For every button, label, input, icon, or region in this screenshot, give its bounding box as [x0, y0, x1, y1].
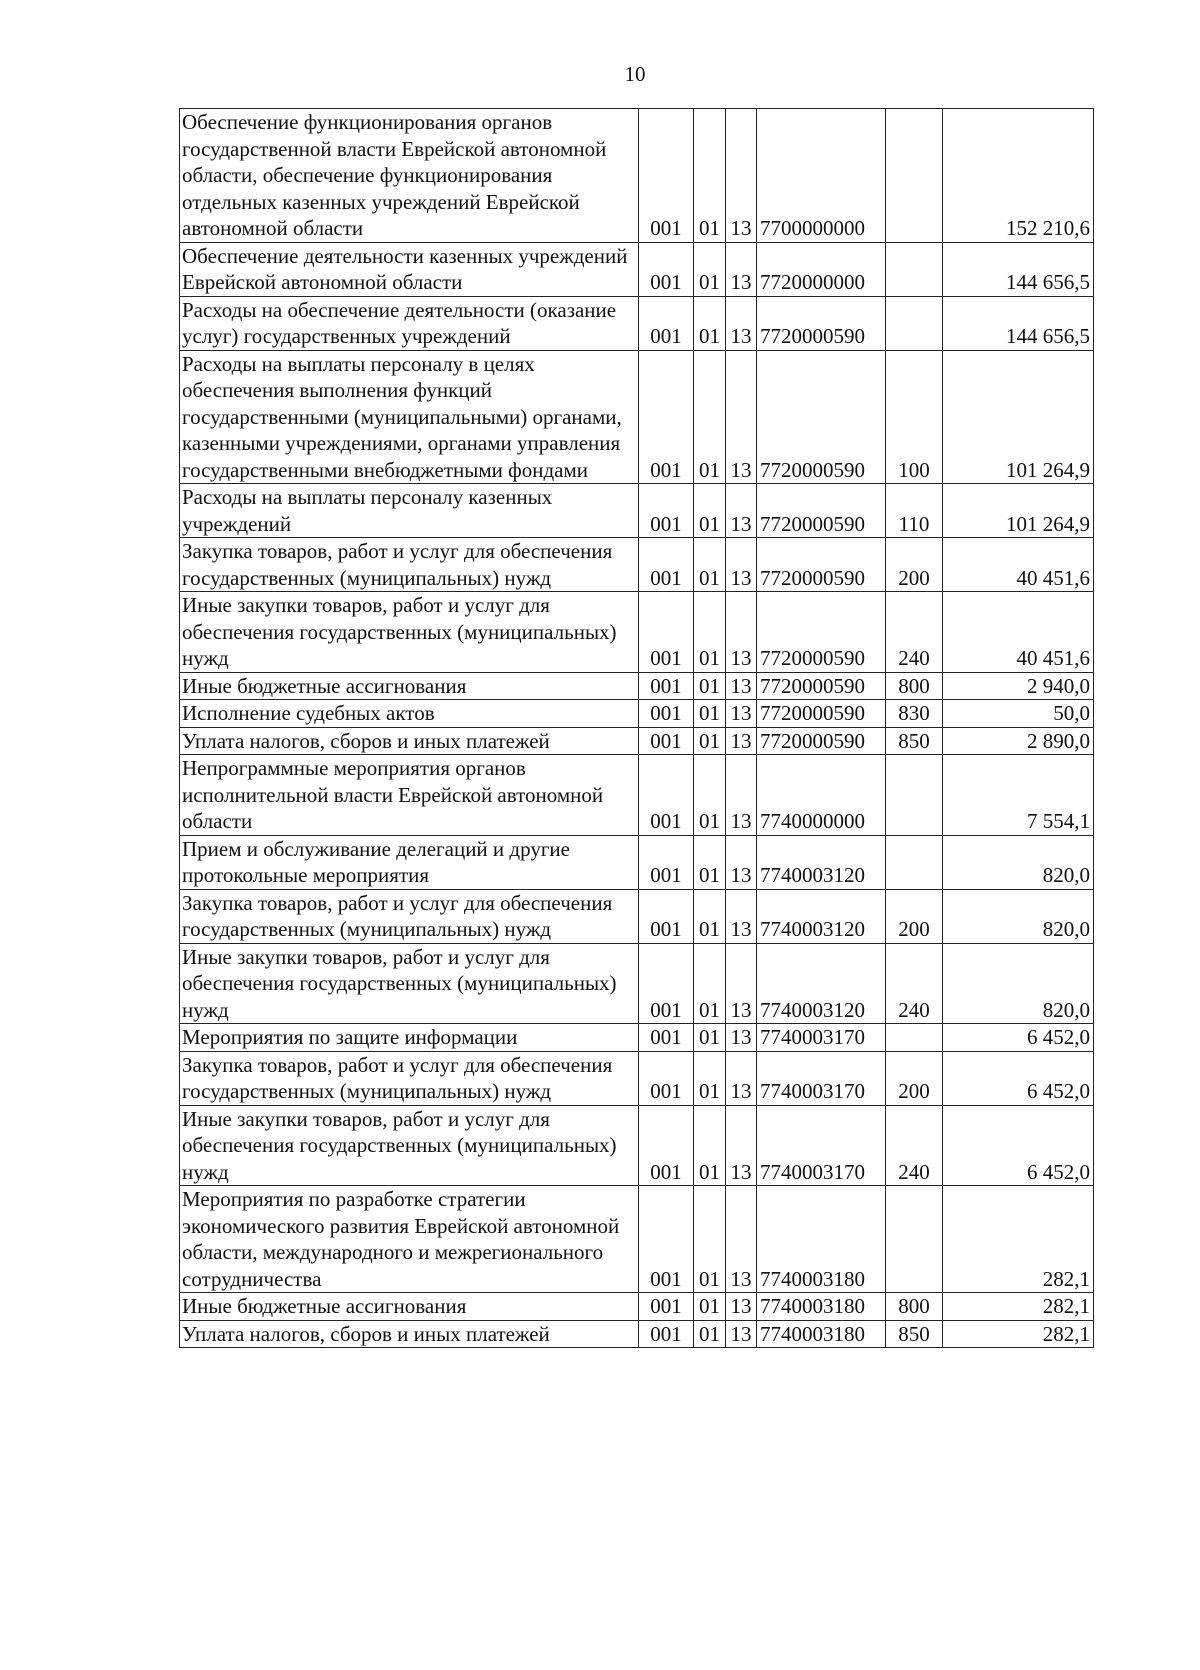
table-row [180, 109, 1094, 243]
subsection-code-cell: 13 [726, 1186, 757, 1293]
row-name-cell [180, 1024, 639, 1052]
expense-type-code-cell [886, 1024, 943, 1052]
table-row [180, 242, 1094, 296]
amount-cell: 820,0 [943, 835, 1094, 889]
subsection-code-cell: 13 [726, 592, 757, 673]
section-code-cell: 01 [694, 109, 726, 243]
expense-type-code-cell: 850 [886, 727, 943, 755]
target-article-code-cell: 7740003170 [757, 1105, 886, 1186]
admin-code-cell: 001 [639, 1051, 694, 1105]
row-name-cell [180, 109, 639, 243]
table-row [180, 296, 1094, 350]
row-name-text: Иные закупки товаров, работ и услуг для обеспечения государственных (муниципальных) нужд [182, 944, 617, 1022]
section-code-cell: 01 [694, 350, 726, 484]
target-article-code-cell: 7740003120 [757, 889, 886, 943]
section-code-cell: 01 [694, 242, 726, 296]
admin-code-cell: 001 [639, 1024, 694, 1052]
row-name-text: Иные бюджетные ассигнования [182, 1294, 467, 1318]
amount-cell: 144 656,5 [943, 242, 1094, 296]
section-code-cell: 01 [694, 1186, 726, 1293]
expense-type-code-cell [886, 296, 943, 350]
amount-cell: 2 890,0 [943, 727, 1094, 755]
row-name-cell [180, 242, 639, 296]
target-article-code-cell: 7720000000 [757, 242, 886, 296]
row-name-text: Расходы на обеспечение деятельности (оказание услуг) государственных учреждений [182, 297, 617, 348]
target-article-code-cell: 7740003120 [757, 943, 886, 1024]
table-row [180, 727, 1094, 755]
amount-cell: 101 264,9 [943, 350, 1094, 484]
row-name-cell [180, 1186, 639, 1293]
subsection-code-cell: 13 [726, 672, 757, 700]
expense-type-code-cell [886, 242, 943, 296]
target-article-code-cell: 7740003180 [757, 1320, 886, 1348]
amount-cell: 101 264,9 [943, 484, 1094, 538]
row-name-text: Непрограммные мероприятия органов исполнительной власти Еврейской автономной области [182, 756, 604, 833]
subsection-code-cell: 13 [726, 1320, 757, 1348]
table-row [180, 1320, 1094, 1348]
row-name-cell [180, 672, 639, 700]
row-name-text: Мероприятия по разработке стратегии экономического развития Еврейской автономной области, международного и межрегионального сотрудничества [182, 1187, 620, 1291]
subsection-code-cell: 13 [726, 242, 757, 296]
amount-cell: 7 554,1 [943, 755, 1094, 836]
row-name-cell [180, 1051, 639, 1105]
target-article-code-cell: 7740003170 [757, 1024, 886, 1052]
table-row [180, 592, 1094, 673]
section-code-cell: 01 [694, 484, 726, 538]
row-name-text: Исполнение судебных актов [182, 701, 435, 725]
target-article-code-cell: 7720000590 [757, 727, 886, 755]
admin-code-cell: 001 [639, 1320, 694, 1348]
section-code-cell: 01 [694, 1320, 726, 1348]
row-name-cell [180, 755, 639, 836]
section-code-cell: 01 [694, 1293, 726, 1321]
amount-cell: 50,0 [943, 700, 1094, 728]
subsection-code-cell: 13 [726, 755, 757, 836]
expense-type-code-cell: 240 [886, 1105, 943, 1186]
expense-type-code-cell [886, 835, 943, 889]
section-code-cell: 01 [694, 1105, 726, 1186]
subsection-code-cell: 13 [726, 1051, 757, 1105]
row-name-cell [180, 727, 639, 755]
expense-type-code-cell: 110 [886, 484, 943, 538]
target-article-code-cell: 7720000590 [757, 350, 886, 484]
row-name-text: Закупка товаров, работ и услуг для обеспечения государственных (муниципальных) нужд [182, 890, 613, 941]
amount-cell: 2 940,0 [943, 672, 1094, 700]
section-code-cell: 01 [694, 755, 726, 836]
table-row [180, 672, 1094, 700]
row-name-text: Расходы на выплаты персоналу казенных учреждений [182, 485, 553, 536]
table-row [180, 1293, 1094, 1321]
admin-code-cell: 001 [639, 109, 694, 243]
amount-cell: 282,1 [943, 1293, 1094, 1321]
admin-code-cell: 001 [639, 672, 694, 700]
expense-type-code-cell [886, 755, 943, 836]
subsection-code-cell: 13 [726, 835, 757, 889]
section-code-cell: 01 [694, 943, 726, 1024]
section-code-cell: 01 [694, 727, 726, 755]
subsection-code-cell: 13 [726, 1105, 757, 1186]
subsection-code-cell: 13 [726, 943, 757, 1024]
admin-code-cell: 001 [639, 1105, 694, 1186]
target-article-code-cell: 7720000590 [757, 484, 886, 538]
subsection-code-cell: 13 [726, 350, 757, 484]
admin-code-cell: 001 [639, 350, 694, 484]
target-article-code-cell: 7740003170 [757, 1051, 886, 1105]
subsection-code-cell: 13 [726, 109, 757, 243]
amount-cell: 282,1 [943, 1320, 1094, 1348]
table-row [180, 943, 1094, 1024]
admin-code-cell: 001 [639, 755, 694, 836]
row-name-text: Обеспечение деятельности казенных учреждений Еврейской автономной области [182, 243, 628, 294]
target-article-code-cell: 7740003180 [757, 1186, 886, 1293]
table-row [180, 755, 1094, 836]
page-number: 10 [624, 62, 646, 86]
row-name-cell [180, 889, 639, 943]
row-name-cell [180, 700, 639, 728]
row-name-cell [180, 1105, 639, 1186]
row-name-text: Обеспечение функционирования органов государственной власти Еврейской автономной области, обеспечение функционирования отдельных казенных учреждений Еврейской автономной области [182, 110, 607, 240]
target-article-code-cell: 7740003120 [757, 835, 886, 889]
table-row [180, 700, 1094, 728]
expense-type-code-cell: 200 [886, 1051, 943, 1105]
admin-code-cell: 001 [639, 889, 694, 943]
subsection-code-cell: 13 [726, 1293, 757, 1321]
budget-table-body [180, 109, 1094, 1348]
subsection-code-cell: 13 [726, 727, 757, 755]
expense-type-code-cell [886, 109, 943, 243]
amount-cell: 820,0 [943, 889, 1094, 943]
section-code-cell: 01 [694, 538, 726, 592]
expense-type-code-cell: 200 [886, 538, 943, 592]
expense-type-code-cell: 240 [886, 592, 943, 673]
section-code-cell: 01 [694, 296, 726, 350]
amount-cell: 6 452,0 [943, 1105, 1094, 1186]
row-name-text: Иные бюджетные ассигнования [182, 673, 467, 698]
table-row [180, 350, 1094, 484]
subsection-code-cell: 13 [726, 296, 757, 350]
table-row [180, 1186, 1094, 1293]
expense-type-code-cell: 800 [886, 672, 943, 700]
row-name-cell [180, 943, 639, 1024]
amount-cell: 152 210,6 [943, 109, 1094, 243]
row-name-text: Закупка товаров, работ и услуг для обеспечения государственных (муниципальных) нужд [182, 539, 613, 590]
amount-cell: 6 452,0 [943, 1024, 1094, 1052]
row-name-cell [180, 592, 639, 673]
amount-cell: 144 656,5 [943, 296, 1094, 350]
expense-type-code-cell: 200 [886, 889, 943, 943]
target-article-code-cell: 7720000590 [757, 296, 886, 350]
table-row [180, 484, 1094, 538]
section-code-cell: 01 [694, 592, 726, 673]
target-article-code-cell: 7740000000 [757, 755, 886, 836]
target-article-code-cell: 7720000590 [757, 672, 886, 700]
target-article-code-cell: 7700000000 [757, 109, 886, 243]
table-row [180, 1105, 1094, 1186]
table-row [180, 538, 1094, 592]
amount-cell: 6 452,0 [943, 1051, 1094, 1105]
admin-code-cell: 001 [639, 484, 694, 538]
admin-code-cell: 001 [639, 835, 694, 889]
admin-code-cell: 001 [639, 592, 694, 673]
subsection-code-cell: 13 [726, 538, 757, 592]
admin-code-cell: 001 [639, 1186, 694, 1293]
admin-code-cell: 001 [639, 242, 694, 296]
row-name-cell [180, 484, 639, 538]
expense-type-code-cell: 240 [886, 943, 943, 1024]
subsection-code-cell: 13 [726, 700, 757, 728]
admin-code-cell: 001 [639, 296, 694, 350]
admin-code-cell: 001 [639, 538, 694, 592]
expense-type-code-cell: 100 [886, 350, 943, 484]
admin-code-cell: 001 [639, 1293, 694, 1321]
admin-code-cell: 001 [639, 700, 694, 728]
expense-type-code-cell: 850 [886, 1320, 943, 1348]
amount-cell: 40 451,6 [943, 592, 1094, 673]
row-name-cell [180, 1293, 639, 1321]
row-name-text: Мероприятия по защите информации [182, 1025, 518, 1049]
table-row [180, 889, 1094, 943]
row-name-cell [180, 1320, 639, 1348]
section-code-cell: 01 [694, 835, 726, 889]
table-row [180, 835, 1094, 889]
row-name-text: Уплата налогов, сборов и иных платежей [182, 1321, 550, 1346]
target-article-code-cell: 7740003180 [757, 1293, 886, 1321]
section-code-cell: 01 [694, 1024, 726, 1052]
section-code-cell: 01 [694, 1051, 726, 1105]
section-code-cell: 01 [694, 889, 726, 943]
expense-type-code-cell [886, 1186, 943, 1293]
budget-table [179, 108, 1094, 1348]
subsection-code-cell: 13 [726, 1024, 757, 1052]
admin-code-cell: 001 [639, 727, 694, 755]
admin-code-cell: 001 [639, 943, 694, 1024]
row-name-text: Расходы на выплаты персоналу в целях обеспечения выполнения функций государственными (муниципальными) органами, казенными учреждениями, органами управления государственными внебюджетными фондами [182, 351, 622, 482]
row-name-cell [180, 350, 639, 484]
row-name-text: Уплата налогов, сборов и иных платежей [182, 728, 550, 753]
row-name-cell [180, 835, 639, 889]
table-row [180, 1024, 1094, 1052]
table-row [180, 1051, 1094, 1105]
subsection-code-cell: 13 [726, 889, 757, 943]
amount-cell: 40 451,6 [943, 538, 1094, 592]
section-code-cell: 01 [694, 672, 726, 700]
row-name-cell [180, 296, 639, 350]
amount-cell: 282,1 [943, 1186, 1094, 1293]
subsection-code-cell: 13 [726, 484, 757, 538]
section-code-cell: 01 [694, 700, 726, 728]
row-name-text: Иные закупки товаров, работ и услуг для обеспечения государственных (муниципальных) нужд [182, 593, 617, 670]
row-name-text: Прием и обслуживание делегаций и другие протокольные мероприятия [182, 836, 570, 887]
row-name-cell [180, 538, 639, 592]
row-name-text: Иные закупки товаров, работ и услуг для обеспечения государственных (муниципальных) нужд [182, 1106, 617, 1184]
row-name-text: Закупка товаров, работ и услуг для обеспечения государственных (муниципальных) нужд [182, 1052, 613, 1103]
expense-type-code-cell: 830 [886, 700, 943, 728]
target-article-code-cell: 7720000590 [757, 700, 886, 728]
amount-cell: 820,0 [943, 943, 1094, 1024]
target-article-code-cell: 7720000590 [757, 592, 886, 673]
target-article-code-cell: 7720000590 [757, 538, 886, 592]
expense-type-code-cell: 800 [886, 1293, 943, 1321]
